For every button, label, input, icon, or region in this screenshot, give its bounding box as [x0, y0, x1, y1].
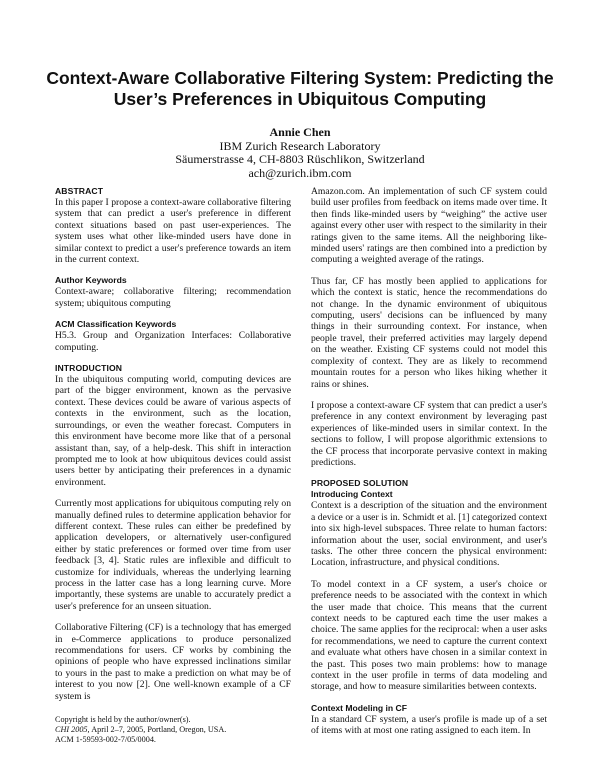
acm-number: ACM 1-59593-002-7/05/0004. — [55, 735, 156, 744]
author-block — [100, 126, 500, 180]
right-paragraph-5: To model context in a CF system, a user's choice or preference needs to be associated with the context in which the user made that choice. This means that the current context needs to be captured each time the user makes a choice. The same applies for the reciprocal: when a user asks for recommendations, we need to capture the current context and evaluate what others have chosen in a similar context in the past. This poses two main problems: how to manage context in the user profile in terms of data modeling and storage, and how to measure similarities between contexts. — [311, 578, 547, 693]
keywords-heading: Author Keywords — [55, 275, 127, 286]
copyright-notice: Copyright is held by the author/owner(s). — [55, 715, 191, 724]
intro-paragraph-2: Currently most applications for ubiquitous computing rely on manually defined rules to determine application behavior for different context. These rules can either be predefined by application developers, or alternatively user-configured either by static preferences or formed over time from user feedback [3, 4]. Static rules are inflexible and difficult to customize for individuals, whereas the underlying learning process in the latter case has a long learning curve. More importantly, these systems are unable to accurately predict a user's preference for an unseen situation. — [55, 498, 291, 612]
venue-details: April 2–7, 2005, Portland, Oregon, USA. — [91, 725, 227, 734]
acm-heading: ACM Classification Keywords — [55, 319, 177, 330]
author-affiliation: IBM Zurich Research Laboratory — [219, 138, 381, 153]
introducing-context-heading: Introducing Context — [311, 489, 393, 500]
keywords-text: Context-aware; collaborative filtering; recommendation system; ubiquitous computing — [55, 286, 291, 309]
proposed-solution-heading: PROPOSED SOLUTION — [311, 478, 409, 489]
author-email: ach@zurich.ibm.com — [248, 165, 352, 180]
introduction-heading: INTRODUCTION — [55, 363, 123, 374]
author-name: Annie Chen — [269, 125, 331, 139]
abstract-text: In this paper I propose a context-aware collaborative filtering system that can predict a user's preference in different context situations based on past user-experiences. The system uses what other like-minded users have done in similar context to predict a user's preference towards an item in the current context. — [55, 197, 291, 266]
intro-paragraph-3: Collaborative Filtering (CF) is a technology that has emerged in e-Commerce applications to produce personalized recommendations for users. CF works by combining the opinions of people who have expressed inclinations similar to yours in the past to make a prediction on what may be of interest to you now [2]. One well-known example of a CF system is — [55, 622, 291, 702]
venue-name: CHI 2005, — [55, 725, 90, 734]
paper-title: Context-Aware Collaborative Filtering System: Predicting the User’s Preferences in Ubiquitous Computing — [46, 68, 554, 109]
left-column — [55, 186, 291, 702]
right-paragraph-1: Amazon.com. An implementation of such CF system could build user profiles from feedback on items made over time. It then finds like-minded users by “weighing” the active user against every other user with respect to the similarity in their ratings given to the same items. All the neighboring like-minded users' ratings are then combined into a prediction by computing a weighted average of the ratings. — [311, 186, 547, 266]
author-address: Säumerstrasse 4, CH-8803 Rüschlikon, Switzerland — [175, 152, 425, 166]
right-paragraph-3: I propose a context-aware CF system that can predict a user's preference in any context environment by leveraging past experiences of like-minded users in similar context. In the sections to follow, I will propose algorithmic extensions to the CF process that incorporate pervasive context in making predictions. — [311, 399, 547, 468]
venue-line — [55, 725, 291, 735]
intro-paragraph-1: In the ubiquitous computing world, computing devices are part of the bigger environment, known as the pervasive context. These devices could be aware of various aspects of contexts in the environment, such as the location, surroundings, or even the weather forecast. Computers in this environment have become more like that of a personal assistant than, say, of a help-desk. This shift in interaction prompted me to look at how ubiquitous devices could assist users better by anticipating their preferences in a dynamic environment. — [55, 374, 291, 488]
right-paragraph-6: In a standard CF system, a user's profile is made up of a set of items with at most one rating assigned to each item. In — [311, 713, 547, 737]
copyright-footer — [55, 715, 291, 745]
acm-text: H5.3. Group and Organization Interfaces: Collaborative computing. — [55, 330, 291, 353]
right-paragraph-4: Context is a description of the situation and the environment a device or a user is in. Schmidt et al. [1] categorized context into six high-level subspaces. Three relate to human factors: information about the user, social environment, and user's tasks. The other three concern the physical environment: Location, infrastructure, and physical conditions. — [311, 500, 547, 569]
right-column — [311, 186, 547, 737]
context-modeling-heading: Context Modeling in CF — [311, 702, 407, 713]
right-paragraph-2: Thus far, CF has mostly been applied to applications for which the context is static, hence the recommendations do not change. In the dynamic environment of ubiquitous computing, users' decisions can be influenced by many things in their surrounding context. For instance, when people travel, their preferred activities may largely depend on the weather. Existing CF systems could not model this complexity of context. They are as likely to recommend mountain routes for a person who likes hiking whether it rains or shines. — [311, 275, 547, 390]
abstract-heading: ABSTRACT — [55, 186, 104, 196]
